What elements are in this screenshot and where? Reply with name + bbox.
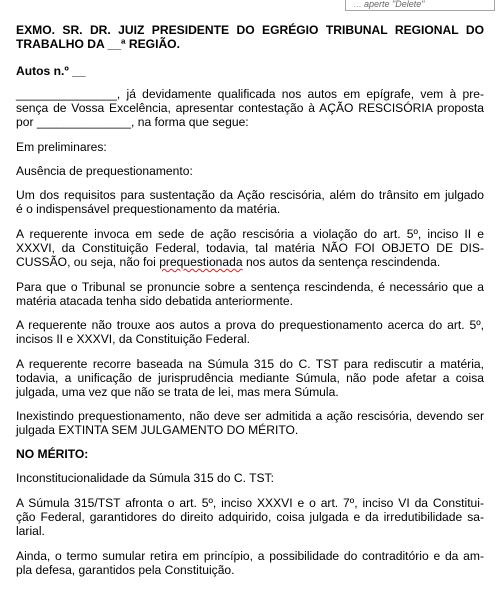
p8-line-1: Ainda, o termo sumular retira em princípio, a possibilidade do contraditório e da am-	[16, 549, 484, 563]
tooltip-popup	[345, 0, 495, 11]
p3-line-2: matéria atacada tenha sido debatida anteriormente.	[16, 294, 293, 308]
tooltip-text: aperte "Delete"	[364, 0, 425, 9]
p5-line-1: A requerente recorre baseada na Súmula 315 do C. TST para rediscutir a matéria,	[16, 357, 484, 371]
p2-line-1: A requerente invoca em sede de ação rescisória a violação do art. 5º, inciso II e	[16, 227, 484, 241]
p2-line-3-start: CUSSÃO, ou seja, não foi	[16, 255, 160, 269]
intro-line-1: _______________, já devidamente qualificada nos autos em epígrafe, vem à pre-	[16, 87, 484, 101]
header-line-2: TRABALHO DA __ª REGIÃO.	[16, 37, 180, 51]
inconstitucionalidade-heading: Inconstitucionalidade da Súmula 315 do C. TST:	[16, 471, 274, 485]
p2-line-3-end: nos autos da sentença rescindenda.	[242, 255, 441, 269]
p7-line-2: ção Federal, garantidores do direito adquirido, coisa julgada e da irredutibilidade sa-	[16, 510, 484, 524]
p6-line-2: julgada EXTINTA SEM JULGAMENTO DO MÉRITO.	[16, 423, 299, 437]
p5-line-2: todavia, a unificação de jurisprudência mediante Súmula, não pode afetar a coisa	[16, 371, 484, 385]
merito-heading: NO MÉRITO:	[16, 447, 89, 461]
tooltip-partial-text: ...	[354, 0, 365, 9]
p1-line-2: é o indispensável prequestionamento da matéria.	[16, 202, 281, 216]
header-line-1: EXMO. SR. DR. JUIZ PRESIDENTE DO EGRÉGIO TRIBUNAL REGIONAL DO	[16, 23, 484, 37]
intro-line-2: sença de Vossa Excelência, apresentar contestação à AÇÃO RESCISÓRIA proposta	[16, 101, 484, 115]
misspelled-word[interactable]: prequestionada	[159, 255, 243, 269]
p4-line-2: incisos II e XXXVI, da Constituição Federal.	[16, 332, 250, 346]
p6-line-1: Inexistindo prequestionamento, não deve ser admitida a ação rescisória, devendo ser	[16, 409, 484, 423]
p8-line-2: pla defesa, garantidos pela Constituição.	[16, 563, 235, 577]
intro-line-3: por ______________, na forma que segue:	[16, 115, 249, 129]
p3-line-1: Para que o Tribunal se pronuncie sobre a sentença rescindenda, é necessário que a	[16, 280, 484, 294]
autos-number: Autos n.º __	[16, 64, 86, 78]
preliminares-heading: Em preliminares:	[16, 140, 107, 154]
p4-line-1: A requerente não trouxe aos autos a prova do prequestionamento acerca do art. 5º,	[16, 318, 484, 332]
p7-line-1: A Súmula 315/TST afronta o art. 5º, inciso XXXVI e o art. 7º, inciso VI da Constitui-	[16, 496, 484, 510]
p2-line-2: XXXVI, da Constituição Federal, todavia, tal matéria NÃO FOI OBJETO DE DIS-	[16, 241, 484, 255]
p2-line-3	[16, 255, 484, 269]
ausencia-heading: Ausência de prequestionamento:	[16, 164, 193, 178]
p5-line-3: julgada, uma vez que não se trata de lei, mas mera Súmula.	[16, 385, 339, 399]
p1-line-1: Um dos requisitos para sustentação da Ação rescisória, além do trânsito em julgado	[16, 188, 484, 202]
p7-line-3: larial.	[16, 524, 45, 538]
